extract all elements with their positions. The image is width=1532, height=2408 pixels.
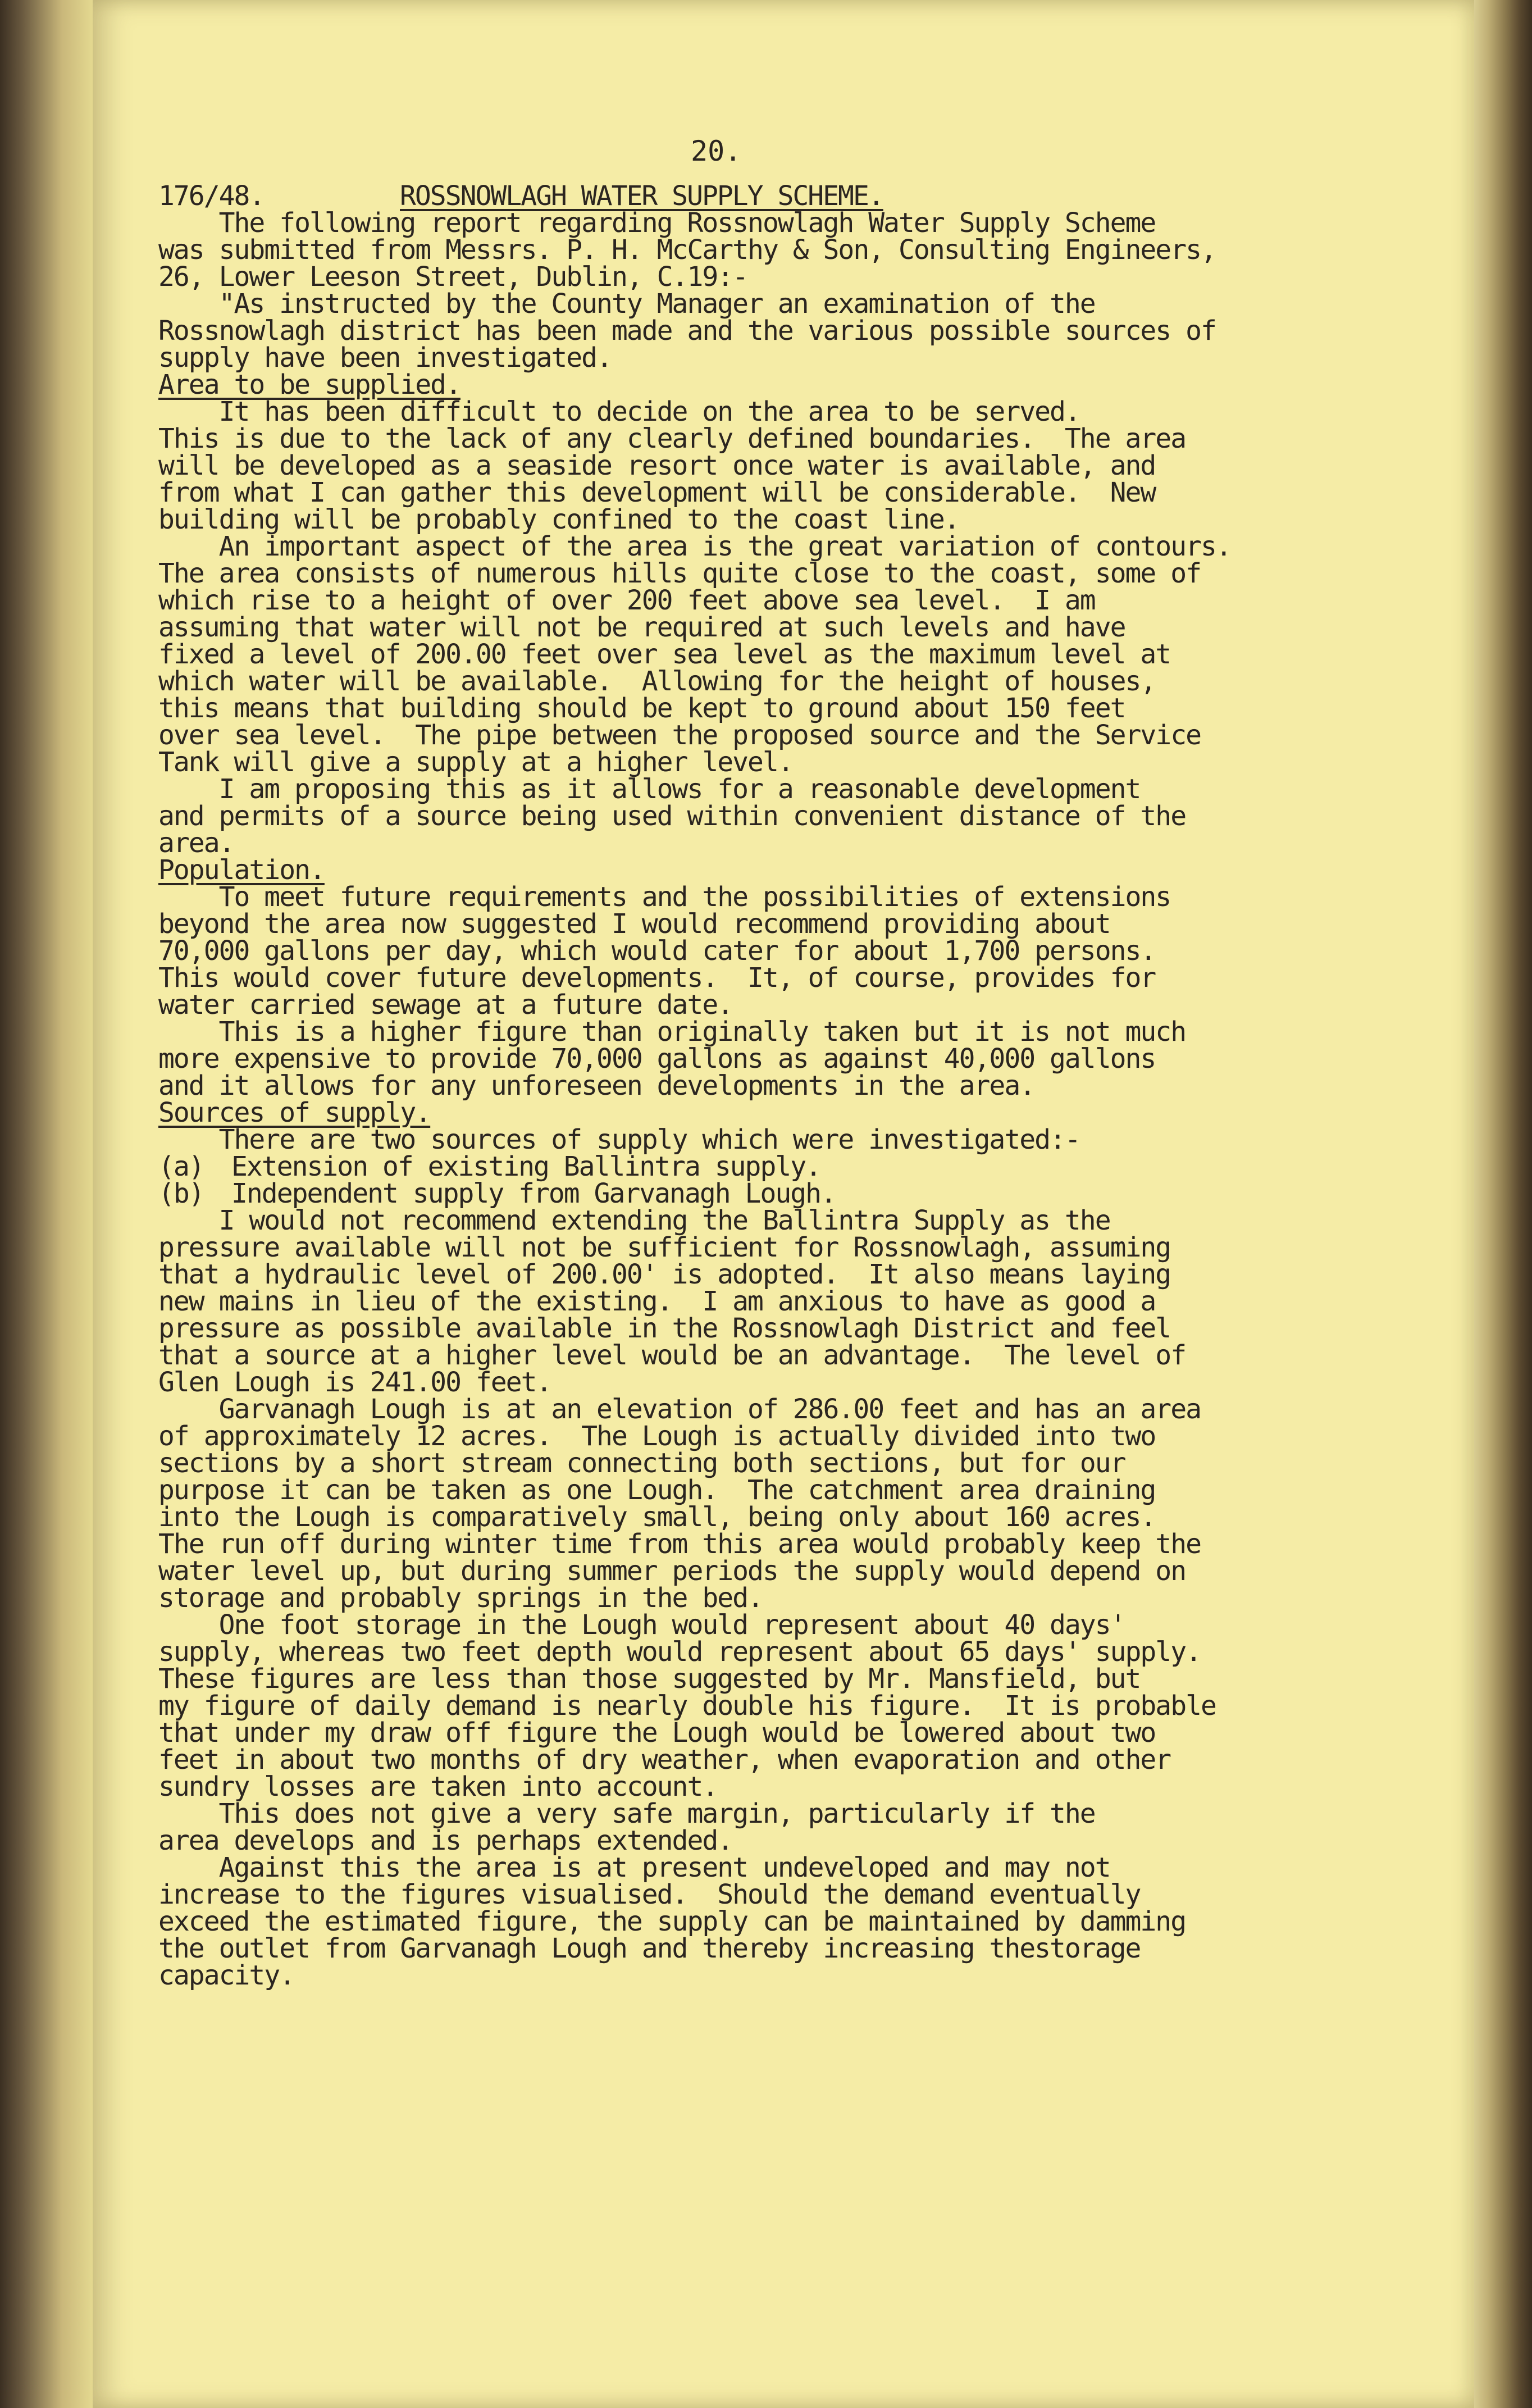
list-marker: (a) bbox=[158, 1151, 204, 1182]
text-line: capacity. bbox=[158, 1960, 295, 1991]
text-line: which rise to a height of over 200 feet above sea level. I am bbox=[158, 585, 1095, 616]
text-line: "As instructed by the County Manager an examination of the bbox=[158, 288, 1095, 320]
intro-paragraph bbox=[158, 207, 1444, 374]
section-heading-population: Population. bbox=[158, 854, 325, 886]
text-line: This is a higher figure than originally taken but it is not much bbox=[158, 1016, 1186, 1048]
text-line: This is due to the lack of any clearly defined boundaries. The area bbox=[158, 423, 1186, 454]
text-line: This would cover future developments. It, of course, provides for bbox=[158, 962, 1156, 994]
text-line: These figures are less than those suggested by Mr. Mansfield, but bbox=[158, 1663, 1141, 1695]
text-line: feet in about two months of dry weather, when evaporation and other bbox=[158, 1744, 1171, 1776]
page-number: 20. bbox=[691, 135, 742, 167]
text-line: will be developed as a seaside resort once water is available, and bbox=[158, 450, 1156, 481]
section-heading-area: Area to be supplied. bbox=[158, 369, 460, 400]
text-line: pressure available will not be sufficient for Rossnowlagh, assuming bbox=[158, 1232, 1171, 1263]
text-line: and permits of a source being used within convenient distance of the bbox=[158, 800, 1186, 832]
text-line: area develops and is perhaps extended. bbox=[158, 1825, 733, 1856]
page-edges bbox=[1474, 0, 1532, 2408]
document-body bbox=[158, 138, 1444, 1989]
list-text: Extension of existing Ballintra supply. bbox=[231, 1151, 821, 1182]
text-line: sections by a short stream connecting both sections, but for our bbox=[158, 1447, 1125, 1479]
section-population bbox=[158, 881, 1444, 1101]
minute-header bbox=[158, 180, 1444, 212]
text-line: An important aspect of the area is the great variation of contours. bbox=[158, 531, 1231, 562]
text-line: This does not give a very safe margin, particularly if the bbox=[158, 1798, 1095, 1829]
list-item bbox=[158, 1153, 1444, 1180]
section-heading-sources: Sources of supply. bbox=[158, 1097, 431, 1128]
text-line: I am proposing this as it allows for a reasonable development bbox=[158, 773, 1141, 805]
section-sources bbox=[158, 1126, 1444, 1989]
text-line: The following report regarding Rossnowlagh Water Supply Scheme bbox=[158, 207, 1156, 239]
text-line: The run off during winter time from this area would probably keep the bbox=[158, 1528, 1201, 1560]
text-line: exceed the estimated figure, the supply can be maintained by damming bbox=[158, 1906, 1186, 1937]
text-line: which water will be available. Allowing for the height of houses, bbox=[158, 666, 1156, 697]
list-text: Independent supply from Garvanagh Lough. bbox=[231, 1178, 836, 1209]
text-line: the outlet from Garvanagh Lough and thereby increasing thestorage bbox=[158, 1933, 1141, 1964]
text-line: beyond the area now suggested I would recommend providing about bbox=[158, 908, 1110, 940]
text-line: 26, Lower Leeson Street, Dublin, C.19:- bbox=[158, 261, 748, 293]
text-line: this means that building should be kept to ground about 150 feet bbox=[158, 693, 1125, 724]
text-line: from what I can gather this development will be considerable. New bbox=[158, 477, 1156, 508]
text-line: Against this the area is at present undeveloped and may not bbox=[158, 1852, 1110, 1883]
text-line: supply, whereas two feet depth would represent about 65 days' supply. bbox=[158, 1636, 1201, 1668]
minute-title: ROSSNOWLAGH WATER SUPPLY SCHEME. bbox=[400, 180, 883, 212]
list-marker: (b) bbox=[158, 1178, 204, 1209]
section-area bbox=[158, 398, 1444, 857]
text-line: more expensive to provide 70,000 gallons as against 40,000 gallons bbox=[158, 1043, 1156, 1075]
text-line: storage and probably springs in the bed. bbox=[158, 1582, 763, 1614]
text-line: The area consists of numerous hills quite close to the coast, some of bbox=[158, 558, 1201, 589]
text-line: that a source at a higher level would be an advantage. The level of bbox=[158, 1340, 1186, 1371]
text-line: that a hydraulic level of 200.00' is adopted. It also means laying bbox=[158, 1259, 1171, 1290]
text-line: purpose it can be taken as one Lough. The catchment area draining bbox=[158, 1474, 1156, 1506]
text-line: Tank will give a supply at a higher level. bbox=[158, 746, 793, 778]
list-item bbox=[158, 1180, 1444, 1207]
text-line: of approximately 12 acres. The Lough is actually divided into two bbox=[158, 1421, 1156, 1452]
text-line: was submitted from Messrs. P. H. McCarthy & Son, Consulting Engineers, bbox=[158, 234, 1216, 266]
text-line: fixed a level of 200.00 feet over sea level as the maximum level at bbox=[158, 639, 1171, 670]
text-line: pressure as possible available in the Rossnowlagh District and feel bbox=[158, 1313, 1171, 1344]
text-line: Rossnowlagh district has been made and the various possible sources of bbox=[158, 315, 1216, 347]
text-line: There are two sources of supply which were investigated:- bbox=[158, 1124, 1080, 1155]
text-line: and it allows for any unforeseen developments in the area. bbox=[158, 1070, 1035, 1101]
text-line: new mains in lieu of the existing. I am anxious to have as good a bbox=[158, 1286, 1156, 1317]
text-line: that under my draw off figure the Lough would be lowered about two bbox=[158, 1717, 1156, 1749]
text-line: To meet future requirements and the possibilities of extensions bbox=[158, 881, 1171, 913]
text-line: water carried sewage at a future date. bbox=[158, 989, 733, 1021]
text-line: Glen Lough is 241.00 feet. bbox=[158, 1367, 551, 1398]
text-line: water level up, but during summer periods the supply would depend on bbox=[158, 1555, 1186, 1587]
text-line: building will be probably confined to the coast line. bbox=[158, 504, 959, 535]
text-line: into the Lough is comparatively small, being only about 160 acres. bbox=[158, 1501, 1156, 1533]
text-line: I would not recommend extending the Ballintra Supply as the bbox=[158, 1205, 1110, 1236]
text-line: Garvanagh Lough is at an elevation of 286.00 feet and has an area bbox=[158, 1394, 1201, 1425]
text-line: assuming that water will not be required at such levels and have bbox=[158, 612, 1125, 643]
text-line: 70,000 gallons per day, which would cater for about 1,700 persons. bbox=[158, 935, 1156, 967]
text-line: sundry losses are taken into account. bbox=[158, 1771, 718, 1802]
text-line: supply have been investigated. bbox=[158, 342, 612, 374]
text-line: One foot storage in the Lough would represent about 40 days' bbox=[158, 1609, 1125, 1641]
text-line: my figure of daily demand is nearly double his figure. It is probable bbox=[158, 1690, 1216, 1722]
text-line: area. bbox=[158, 827, 234, 859]
text-line: It has been difficult to decide on the area to be served. bbox=[158, 396, 1080, 427]
minute-reference: 176/48. bbox=[158, 180, 265, 212]
text-line: increase to the figures visualised. Should the demand eventually bbox=[158, 1879, 1141, 1910]
text-line: over sea level. The pipe between the proposed source and the Service bbox=[158, 720, 1201, 751]
